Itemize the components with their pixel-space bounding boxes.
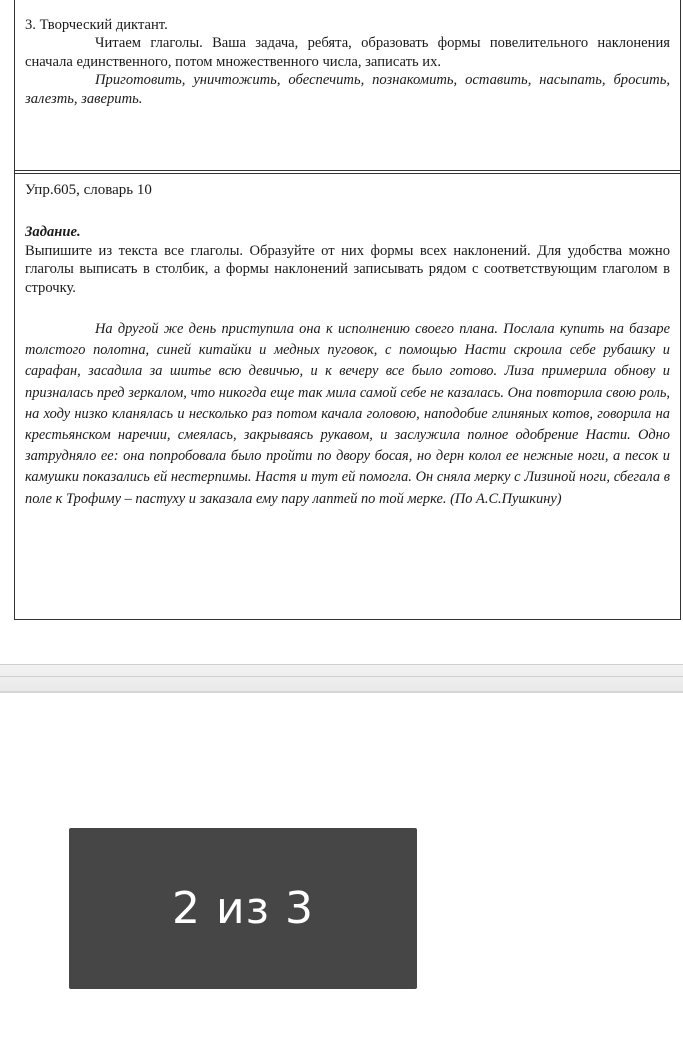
exercise-creative-dictation (15, 0, 680, 170)
document-page (14, 0, 681, 620)
page-indicator (69, 828, 417, 989)
reading-passage: На другой же день приступила она к исполнению своего плана. Послала купить на базаре толстого полотна, синей китайки и медных пуговок, с помощью Насти скроила себе рубашку и сарафан, засадила за шитье всю девичью, и к вечеру все было готово. Лиза примерила обнову и призналась пред зеркалом, что никогда еще так мила самой себе не казалась. Она повторила свою роль, на ходу низко кланялась и несколько раз потом качала головою, наподобие глиняных котов, говорила на крестьянском наречии, смеялась, закрываясь рукавом, и заслужила полное одобрение Насти. Одно затрудняло ее: она попробовала было пройти по двору босая, но дерн колол ее нежные ноги, а песок и камушки показались ей нестерпимы. Настя и тут ей помогла. Он сняла мерку с Лизиной ноги, сбегала в поле к Трофиму – пастуху и заказала ему пару лаптей по той мерке. (По А.С.Пушкину) (25, 321, 670, 507)
separator-line (0, 676, 683, 677)
table-bottom-border (15, 619, 680, 620)
task-text: Выпишите из текста все глаголы. Образуйте от них формы всех наклонений. Для удобства можно глаголы выписать в столбик, а формы наклонений записывать рядом с соответствующим глаголом в строчку. (25, 242, 670, 296)
exercise-605 (15, 173, 680, 620)
exercise-instruction: Читаем глаголы. Ваша задача, ребята, образовать формы повелительного наклонения сначала единственного, потом множественного числа, записать их. (25, 35, 670, 70)
task-label: Задание. (25, 224, 81, 241)
table-divider (15, 170, 680, 171)
page-separator (0, 664, 683, 693)
verb-list: Приготовить, уничтожить, обеспечить, познакомить, оставить, насыпать, бросить, залезть, заверить. (25, 72, 670, 107)
page-indicator-label: 2 из 3 (172, 883, 314, 934)
exercise-title: 3. Творческий диктант. (25, 17, 168, 33)
exercise-heading: Упр.605, словарь 10 (25, 182, 152, 198)
